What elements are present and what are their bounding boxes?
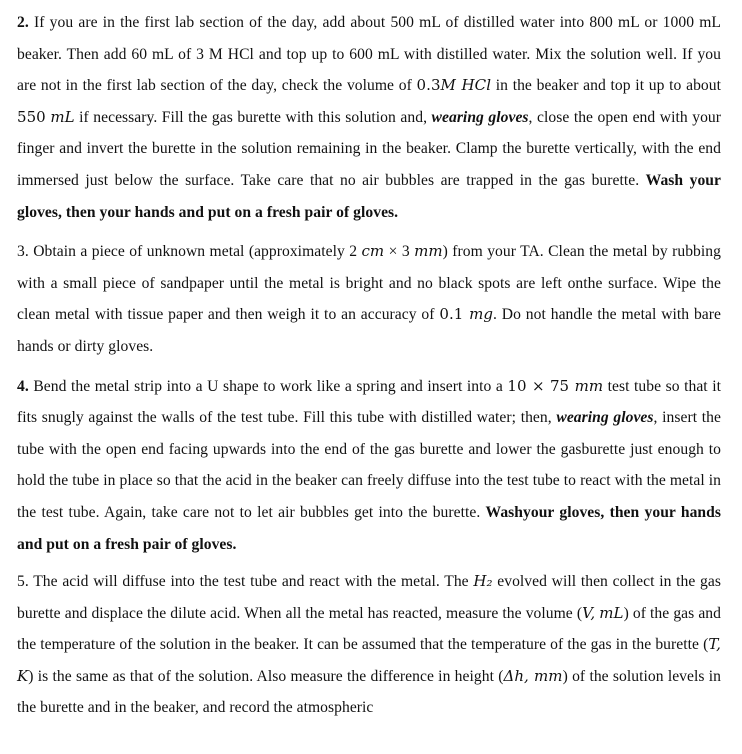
text-run: Obtain a piece of unknown metal (approximately 2 [28,243,362,261]
text-run-math: mL [599,603,624,622]
text-run-math: mm [574,376,604,395]
step-number: 3. [17,243,29,261]
step-number: 2. [17,14,29,31]
step-2-paragraph [17,7,721,228]
text-run: ) of the solution levels in the burette and in the beaker, and record the atmospheric [17,667,721,717]
text-run-mathu: 550 [17,107,46,126]
step-4-paragraph [17,371,721,561]
text-run-math: V, [582,603,596,622]
text-run-mathu: 10 × 75 [507,376,575,395]
step-number: 4. [17,377,29,395]
text-run-math: M HCl [440,76,492,95]
text-run-mathu: 0.3 [416,76,441,95]
step-3-paragraph [17,236,721,362]
procedure-document [17,7,721,724]
text-run-math: mg [469,305,494,324]
text-run-math: H₂ [473,572,493,591]
text-run-math: cm [361,242,385,261]
text-run: The acid will diffuse into the test tube and react with the metal. The [28,573,474,591]
text-run: ) is the same as that of the solution. Also measure the difference in height ( [28,667,504,685]
text-run-math: mm [414,242,443,261]
text-run: test tube so that it fits snugly against the walls of the test tube. Fill this tube with distilled water; then, [17,377,721,427]
text-run: ) of the gas and the temperature of the solution in the beaker. It can be assumed that the temperature of the gas in the burette ( [17,604,721,654]
text-run: . Do not handle the metal with bare hands or dirty gloves. [17,306,721,355]
text-run: ) from your TA. Clean the metal by rubbing with a small piece of sandpaper until the metal is bright and no black spots are left onthe surface. Wipe the clean metal with tissue paper and then weigh it to an accuracy of [17,243,721,324]
text-run-bi: wearing gloves [431,108,529,126]
text-run: if necessary. Fill the gas burette with this solution and, [74,108,432,126]
step-number: 5. [17,573,29,591]
text-run-b: Wash your gloves, then your hands and put on a fresh pair of gloves. [17,171,721,221]
text-run: , close the open end with your finger and invert the burette in the solution remaining in the beaker. Clamp the burette vertically, with the end immersed just below the surface. Take care that no air bubbles are trapped in the gas burette. [17,108,721,189]
text-run-mathu: 0.1 [439,305,470,324]
text-run-bi: wearing gloves [556,409,654,427]
text-run-math: T, K [17,635,721,685]
text-run-math: mL [50,107,75,126]
text-run: If you are in the first lab section of the day, add about 500 mL of distilled water into 800 mL or 1000 mL beaker. Then add 60 mL of 3 M HCl and top up to 600 mL with distilled water. Mix the solution well. If you are not in the first lab section of the day, check the volume of [17,14,721,95]
text-run-math: Δh, mm [503,666,563,685]
text-run-b: Washyour gloves, then your hands and put on a fresh pair of gloves. [17,503,721,553]
text-run: , insert the tube with the open end facing upwards into the end of the gas burette and lower the gasburette just enough to hold the tube in place so that the acid in the beaker can freely diffuse into the test tube to react with the metal in the test tube. Again, take care not to let air bubbles get into the burette. [17,409,721,521]
text-run: Bend the metal strip into a U shape to work like a spring and insert into a [28,377,508,395]
text-run: evolved will then collect in the gas burette and displace the dilute acid. When all the metal has reacted, measure the volume ( [17,573,721,622]
text-run: in the beaker and top it up to about [491,77,722,95]
step-5-paragraph [17,566,721,724]
text-run: × 3 [384,243,415,261]
